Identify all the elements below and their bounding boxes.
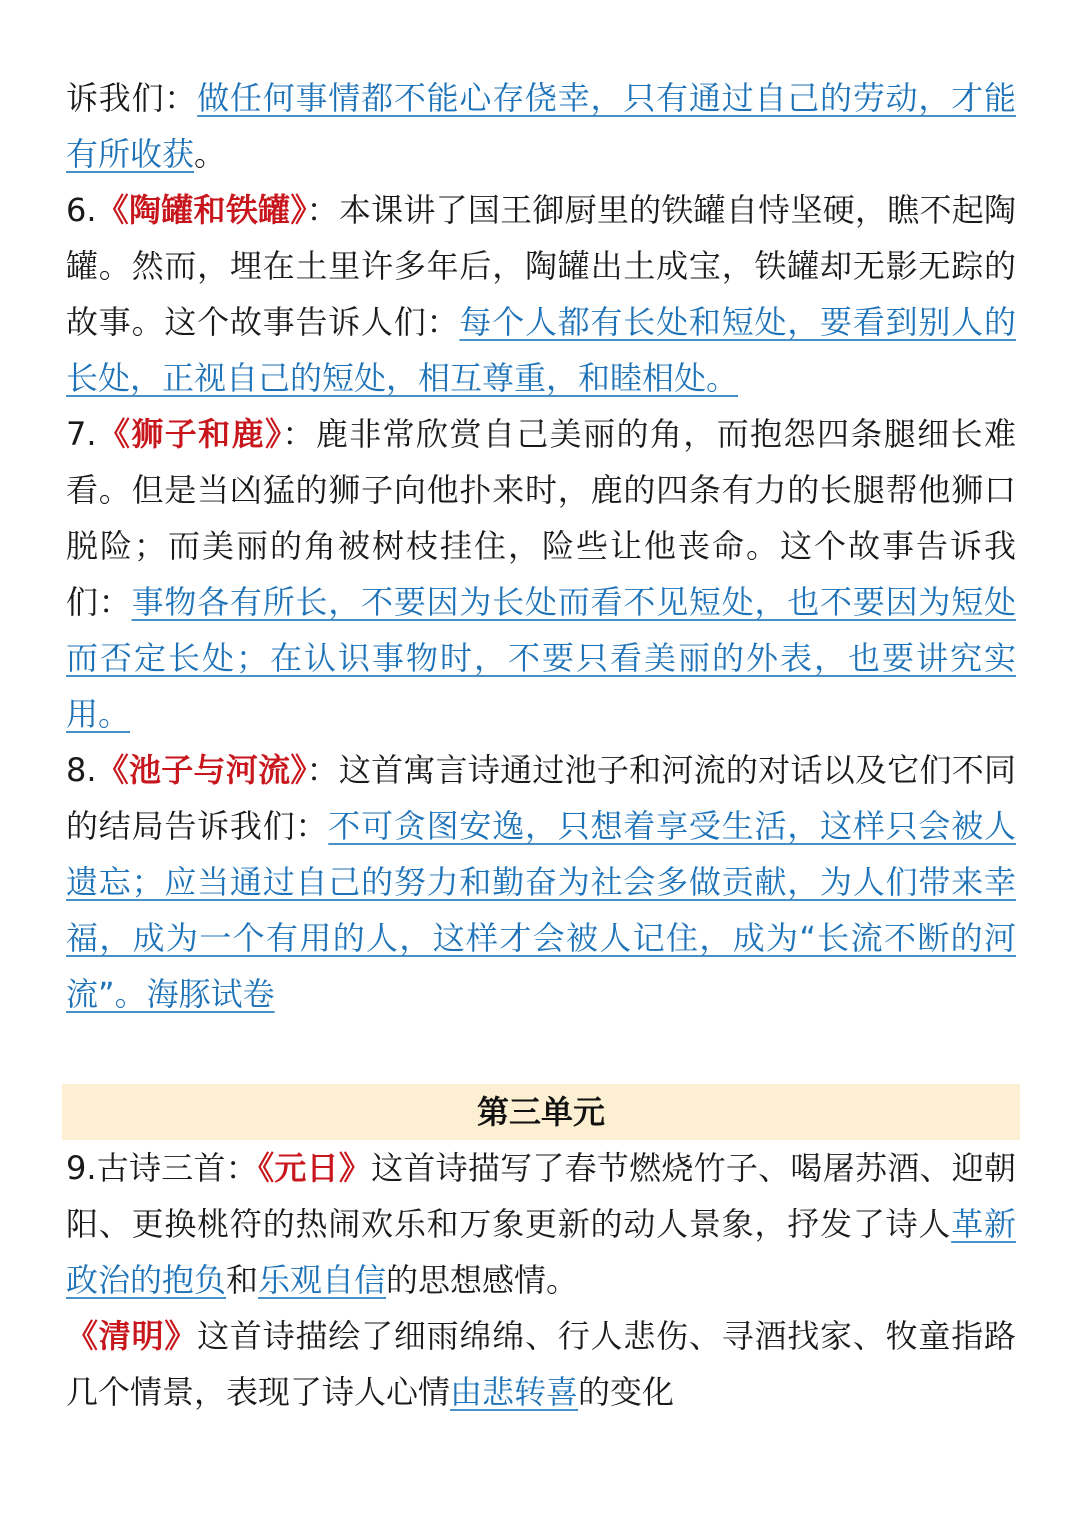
key-point-highlight: 事物各有所长，不要因为长处而看不见短处，也不要因为短处而否定长处；在认识事物时，不要只看美丽的外表，也要讲究实用。 [66, 583, 1016, 733]
key-point-highlight: 乐观自信 [258, 1261, 387, 1299]
body-text: ：鹿非常欣赏自己美丽的角，而抱怨四条腿细长难看。但是当凶猛的狮子向他扑来时，鹿的四条有力的长腿帮他狮口脱险；而美丽的角被树枝挂住，险些让他丧命。这个故事告诉我们： [66, 415, 1016, 621]
body-text: 诉我们： [66, 79, 198, 117]
item-number: 9.古诗三首： [66, 1149, 259, 1187]
body-text: 。 [194, 135, 227, 173]
body-text: 的思想感情。 [386, 1261, 579, 1299]
key-point-highlight: 革新政治的抱负 [66, 1205, 1016, 1299]
paragraph-lesson7 [66, 406, 1016, 742]
item-number: 8. [66, 751, 97, 789]
key-point-highlight: 做任何事情都不能心存侥幸，只有通过自己的劳动，才能有所收获 [66, 79, 1016, 173]
lesson-title: 《狮子和鹿》 [96, 415, 283, 453]
body-text: 的变化 [578, 1373, 675, 1411]
item-number: 7. [66, 415, 97, 453]
body-text: 和 [226, 1261, 259, 1299]
paragraph-lesson9 [66, 1140, 1016, 1308]
section-heading-unit3: 第三单元 [62, 1084, 1020, 1140]
item-number: 6. [66, 191, 97, 229]
paragraph-qingming [66, 1308, 1016, 1420]
poem-title: 《元日》 [258, 1149, 372, 1187]
poem-title: 《清明》 [66, 1317, 198, 1355]
paragraph-lesson6 [66, 182, 1016, 406]
lesson-title: 《陶罐和铁罐》 [96, 191, 307, 229]
paragraph-lesson8 [66, 742, 1016, 1022]
body-text: ：这首寓言诗通过池子和河流的对话以及它们不同的结局告诉我们： [66, 751, 1016, 845]
body-text: 这首诗描绘了细雨绵绵、行人悲伤、寻酒找家、牧童指路几个情景，表现了诗人心情 [66, 1317, 1016, 1411]
key-point-highlight: 不可贪图安逸，只想着享受生活，这样只会被人遗忘；应当通过自己的努力和勤奋为社会多做贡献，为人们带来幸福，成为一个有用的人，这样才会被人记住，成为“长流不断的河流”。海豚试卷 [66, 807, 1016, 1013]
lesson-title: 《池子与河流》 [96, 751, 307, 789]
paragraph-lesson5-conclusion [66, 70, 1016, 182]
key-point-highlight: 由悲转喜 [450, 1373, 579, 1411]
body-text: 这首诗描写了春节燃烧竹子、喝屠苏酒、迎朝阳、更换桃符的热闹欢乐和万象更新的动人景象，抒发了诗人 [66, 1149, 1016, 1243]
section-spacer [66, 1022, 1016, 1084]
body-text: ：本课讲了国王御厨里的铁罐自恃坚硬，瞧不起陶罐。然而，埋在土里许多年后，陶罐出土成宝，铁罐却无影无踪的故事。这个故事告诉人们： [66, 191, 1016, 341]
key-point-highlight: 每个人都有长处和短处，要看到别人的长处，正视自己的短处，相互尊重，和睦相处。 [66, 303, 1016, 397]
document-page [66, 70, 1016, 1420]
